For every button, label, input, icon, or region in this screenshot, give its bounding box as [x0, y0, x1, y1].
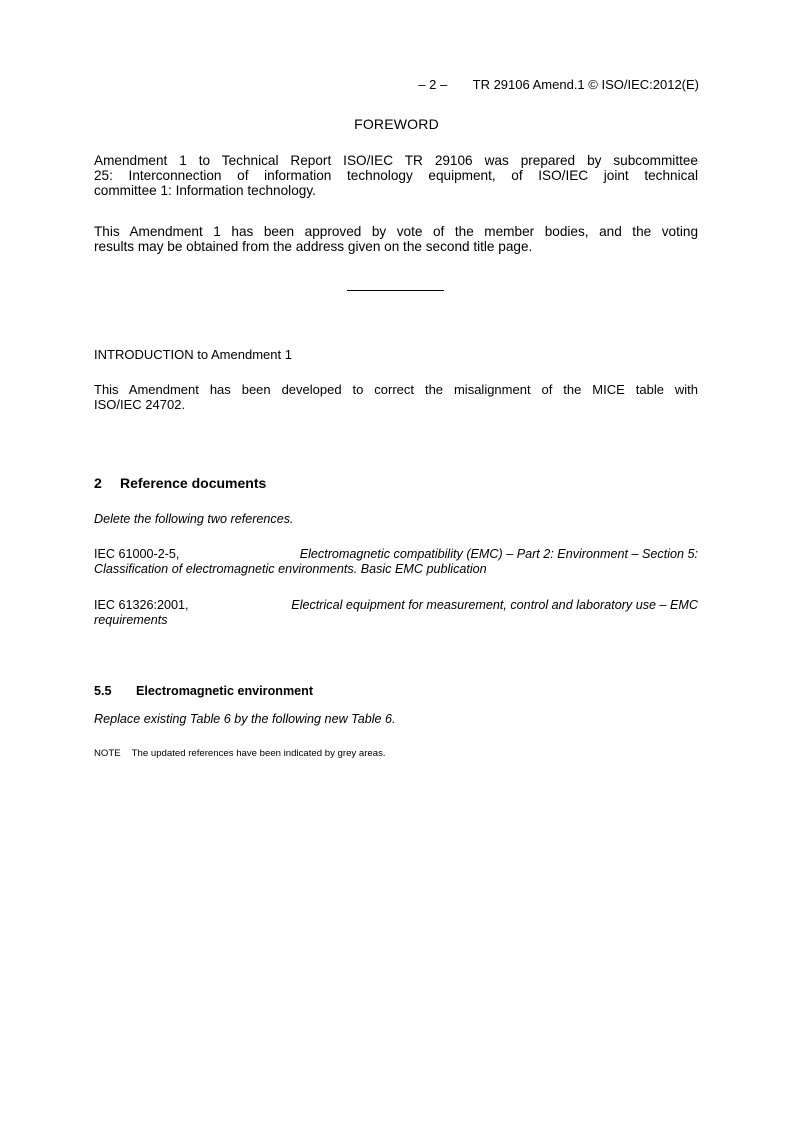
reference-entry [94, 598, 698, 628]
reference-title-continued: requirements [94, 613, 168, 627]
reference-entry [94, 547, 698, 577]
page-header [418, 77, 699, 92]
text-line: results may be obtained from the address given on the second title page. [94, 239, 533, 254]
foreword-paragraph-1 [94, 153, 698, 198]
foreword-paragraph-2 [94, 224, 698, 254]
section-title: Electromagnetic environment [136, 684, 314, 698]
reference-id: IEC 61000-2-5, [94, 547, 180, 561]
reference-title-continued: Classification of electromagnetic environments. Basic EMC publication [94, 562, 487, 576]
note-text: The updated references have been indicated by grey areas. [131, 748, 386, 759]
section-number: 2 [94, 475, 102, 491]
page-number: – 2 – [418, 77, 448, 92]
replace-instruction: Replace existing Table 6 by the following new Table 6. [94, 712, 396, 726]
section-title: Reference documents [120, 475, 267, 491]
section-divider [347, 290, 444, 291]
reference-title: Electromagnetic compatibility (EMC) – Part 2: Environment – Section 5: [299, 547, 698, 561]
introduction-paragraph [94, 382, 698, 412]
delete-instruction: Delete the following two references. [94, 512, 294, 526]
section-heading-electromagnetic-environment [94, 684, 313, 698]
reference-title: Electrical equipment for measurement, control and laboratory use – EMC [291, 598, 698, 612]
text-line: 25: Interconnection of information technology equipment, of ISO/IEC joint technical [94, 168, 698, 183]
section-heading-reference-documents [94, 475, 266, 491]
reference-id: IEC 61326:2001, [94, 598, 189, 612]
text-line: This Amendment has been developed to correct the misalignment of the MICE table with [94, 382, 698, 397]
introduction-heading: INTRODUCTION to Amendment 1 [94, 347, 292, 362]
document-reference: TR 29106 Amend.1 © ISO/IEC:2012(E) [472, 77, 699, 92]
text-line: committee 1: Information technology. [94, 183, 316, 198]
foreword-title: FOREWORD [354, 116, 439, 132]
text-line: Amendment 1 to Technical Report ISO/IEC TR 29106 was prepared by subcommittee [94, 153, 698, 168]
note [94, 748, 386, 759]
text-line: This Amendment 1 has been approved by vote of the member bodies, and the voting [94, 224, 698, 239]
text-line: ISO/IEC 24702. [94, 397, 186, 412]
section-number: 5.5 [94, 684, 112, 698]
note-label: NOTE [94, 748, 121, 759]
